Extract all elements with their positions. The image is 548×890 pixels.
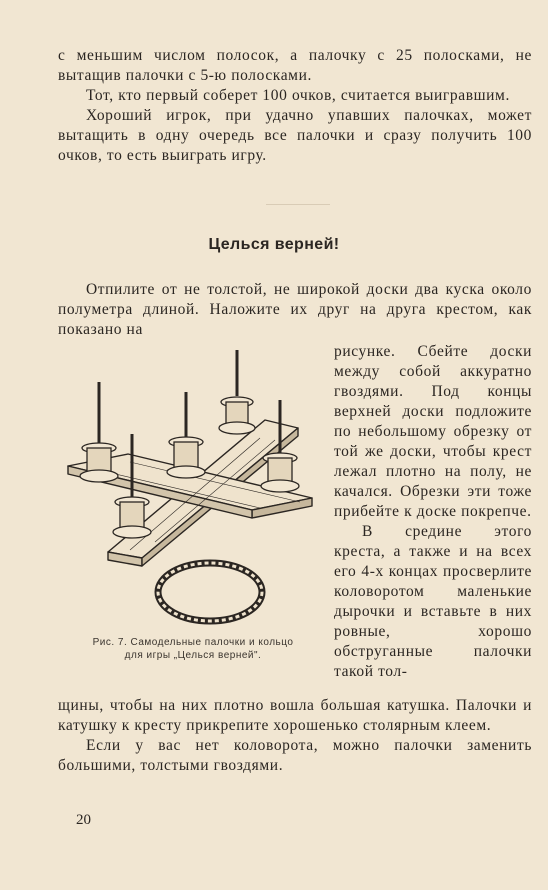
spool-back <box>219 350 255 434</box>
figure-illustration <box>60 342 328 632</box>
right-paragraph-1: рисунке. Сбейте доски между собой аккуратно гвоздями. Под концы верхней доски подложите по небольшому обрезку от той же доски, чтобы крест лежал плотно на полу, не качался. Обрезки эти тоже прибейте к доске покрепче. <box>334 343 532 520</box>
section-divider <box>266 204 330 205</box>
right-paragraph-2: В средине этого креста, а также и на всех его 4-х концах просверлите коловоротом маленькие дырочки и вставьте в них ровные, хорошо обструганные палочки такой тол- <box>334 523 532 680</box>
cross-with-spools-drawing <box>60 342 328 632</box>
tail-paragraph-1: щины, чтобы на них плотно вошла большая катушка. Палочки и катушку к кресту прикрепите хорошенько столярным клеем. <box>58 697 532 734</box>
intro-text <box>58 46 532 166</box>
tail-paragraph-2: Если у вас нет коловорота, можно палочки заменить большими, толстыми гвоздями. <box>58 737 532 774</box>
right-column-text <box>334 342 532 682</box>
caption-line-1: Рис. 7. Самодельные палочки и кольцо <box>92 637 294 648</box>
page-number: 20 <box>76 812 91 828</box>
lead-paragraph <box>58 280 532 340</box>
figure-caption <box>62 636 324 662</box>
intro-paragraph-2: Тот, кто первый соберет 100 очков, считается выигравшим. <box>86 87 510 104</box>
tail-text <box>58 696 532 776</box>
section-heading: Целься верней! <box>208 236 340 253</box>
intro-paragraph-1: с меньшим числом полосок, а палочку с 25 полосками, не вытащив палочки с 5-ю полосками. <box>58 47 532 84</box>
intro-paragraph-3: Хороший игрок, при удачно упавших палочках, может вытащить в одну очередь все палочки и сразу получить 100 очков, то есть выиграть игру. <box>58 107 532 164</box>
rope-ring <box>158 563 262 621</box>
lead-text: Отпилите от не толстой, не широкой доски два куска около полуметра длиной. Наложите их друг на друга крестом, как показано на <box>58 281 532 338</box>
caption-line-2: для игры „Целься верней". <box>124 650 262 661</box>
